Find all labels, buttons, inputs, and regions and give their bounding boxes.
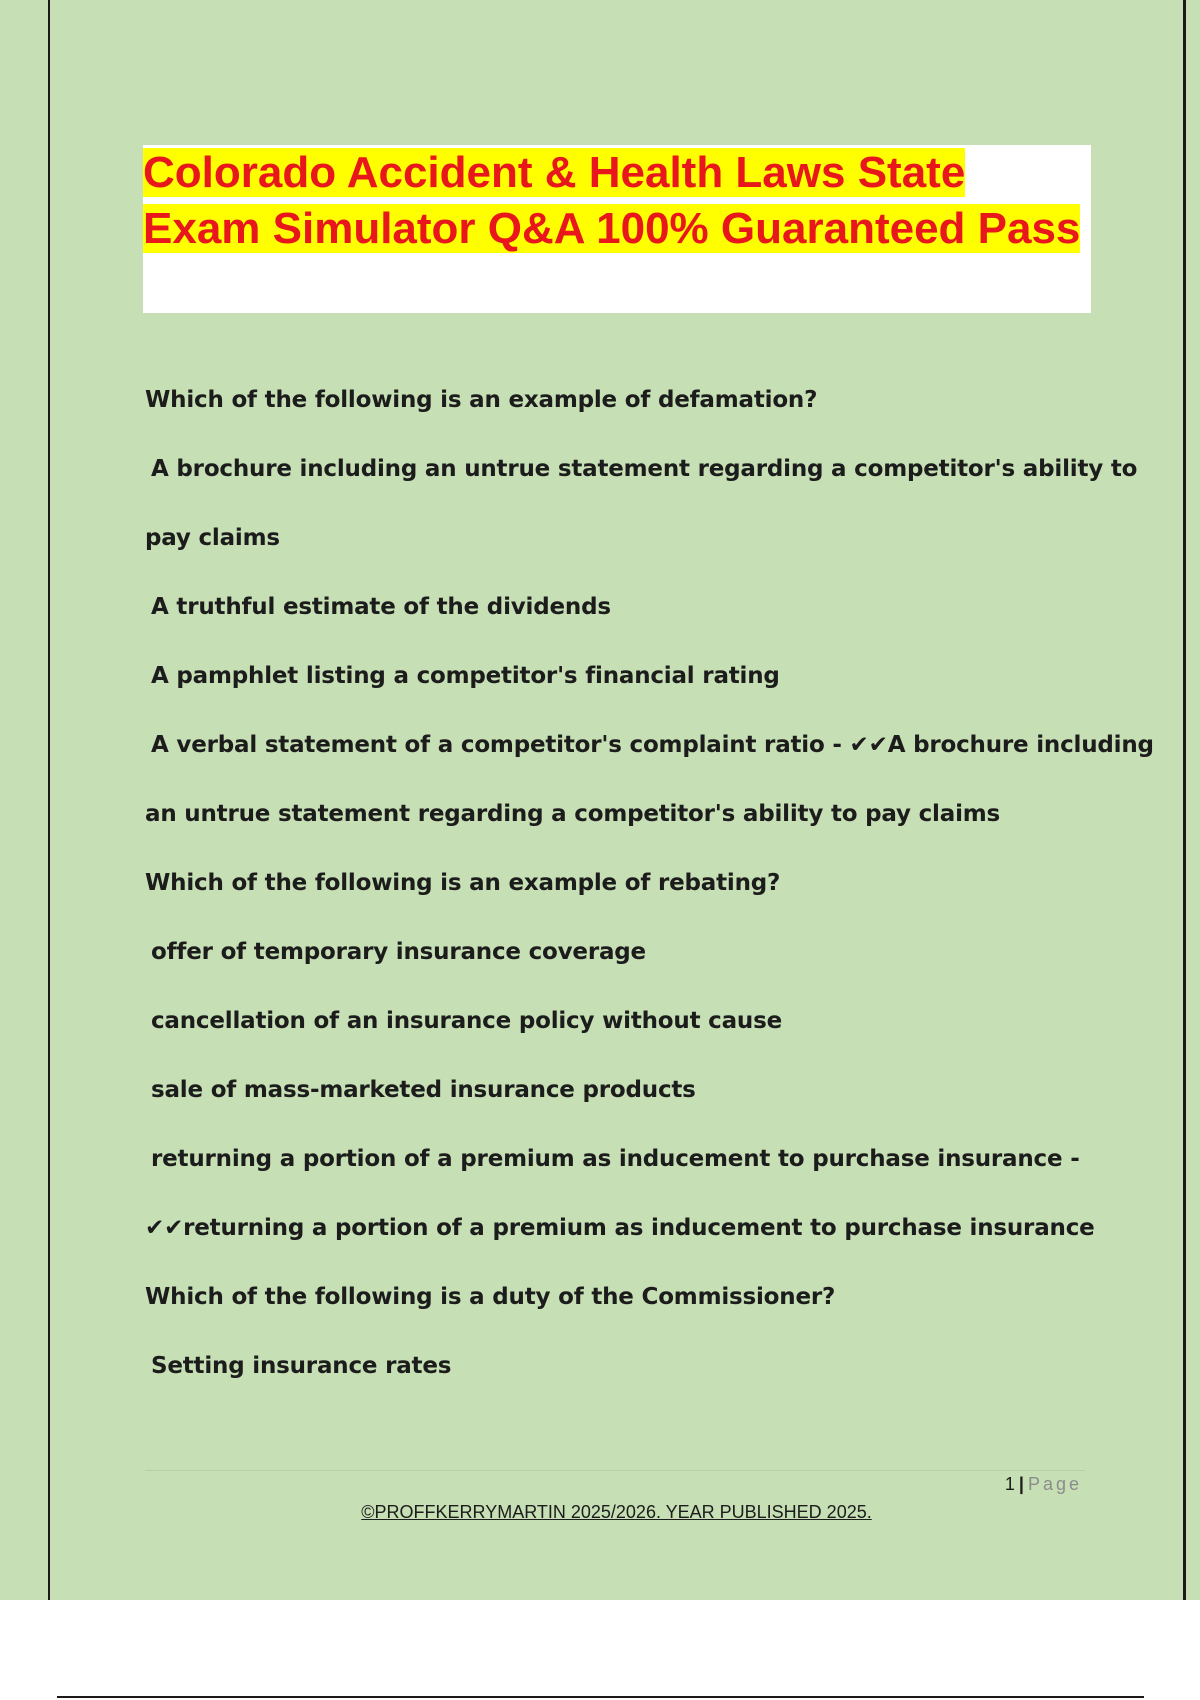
- copyright-notice: ©PROFFKERRYMARTIN 2025/2026. YEAR PUBLISHED 2025.: [361, 1502, 872, 1522]
- option-line: offer of temporary insurance coverage: [151, 939, 646, 965]
- title-box: [143, 145, 1091, 313]
- page-border-left: [48, 0, 50, 1600]
- page-number-separator: |: [1018, 1474, 1024, 1494]
- answer-line-continuation: an untrue statement regarding a competitor's ability to pay claims: [145, 801, 1001, 827]
- option-line: sale of mass-marketed insurance products: [151, 1077, 696, 1103]
- footer-divider: [145, 1470, 1085, 1471]
- bottom-divider: [57, 1696, 1144, 1698]
- page-number-value: 1: [1004, 1474, 1015, 1494]
- page-number: [1005, 1474, 1082, 1495]
- question-line: Which of the following is a duty of the Commissioner?: [145, 1284, 836, 1310]
- option-line: A brochure including an untrue statement regarding a competitor's ability to: [151, 456, 1138, 482]
- option-line: A truthful estimate of the dividends: [151, 594, 611, 620]
- question-content: [145, 366, 1154, 1401]
- answer-line: returning a portion of a premium as inducement to purchase insurance -: [151, 1146, 1080, 1172]
- option-line: Setting insurance rates: [151, 1353, 452, 1379]
- title-highlight: Colorado Accident & Health Laws State Exam Simulator Q&A 100% Guaranteed Pass: [143, 148, 1081, 253]
- option-line-continuation: pay claims: [145, 525, 280, 551]
- option-line: A pamphlet listing a competitor's financial rating: [151, 663, 780, 689]
- answer-line-continuation: ✔✔returning a portion of a premium as inducement to purchase insurance: [145, 1215, 1095, 1241]
- page-border-right: [1183, 0, 1186, 1600]
- question-line: Which of the following is an example of defamation?: [145, 387, 818, 413]
- answer-line: A verbal statement of a competitor's complaint ratio - ✔✔A brochure including: [151, 732, 1154, 758]
- document-title: [143, 145, 1091, 257]
- question-line: Which of the following is an example of rebating?: [145, 870, 781, 896]
- page-label: Page: [1027, 1474, 1082, 1494]
- option-line: cancellation of an insurance policy without cause: [151, 1008, 782, 1034]
